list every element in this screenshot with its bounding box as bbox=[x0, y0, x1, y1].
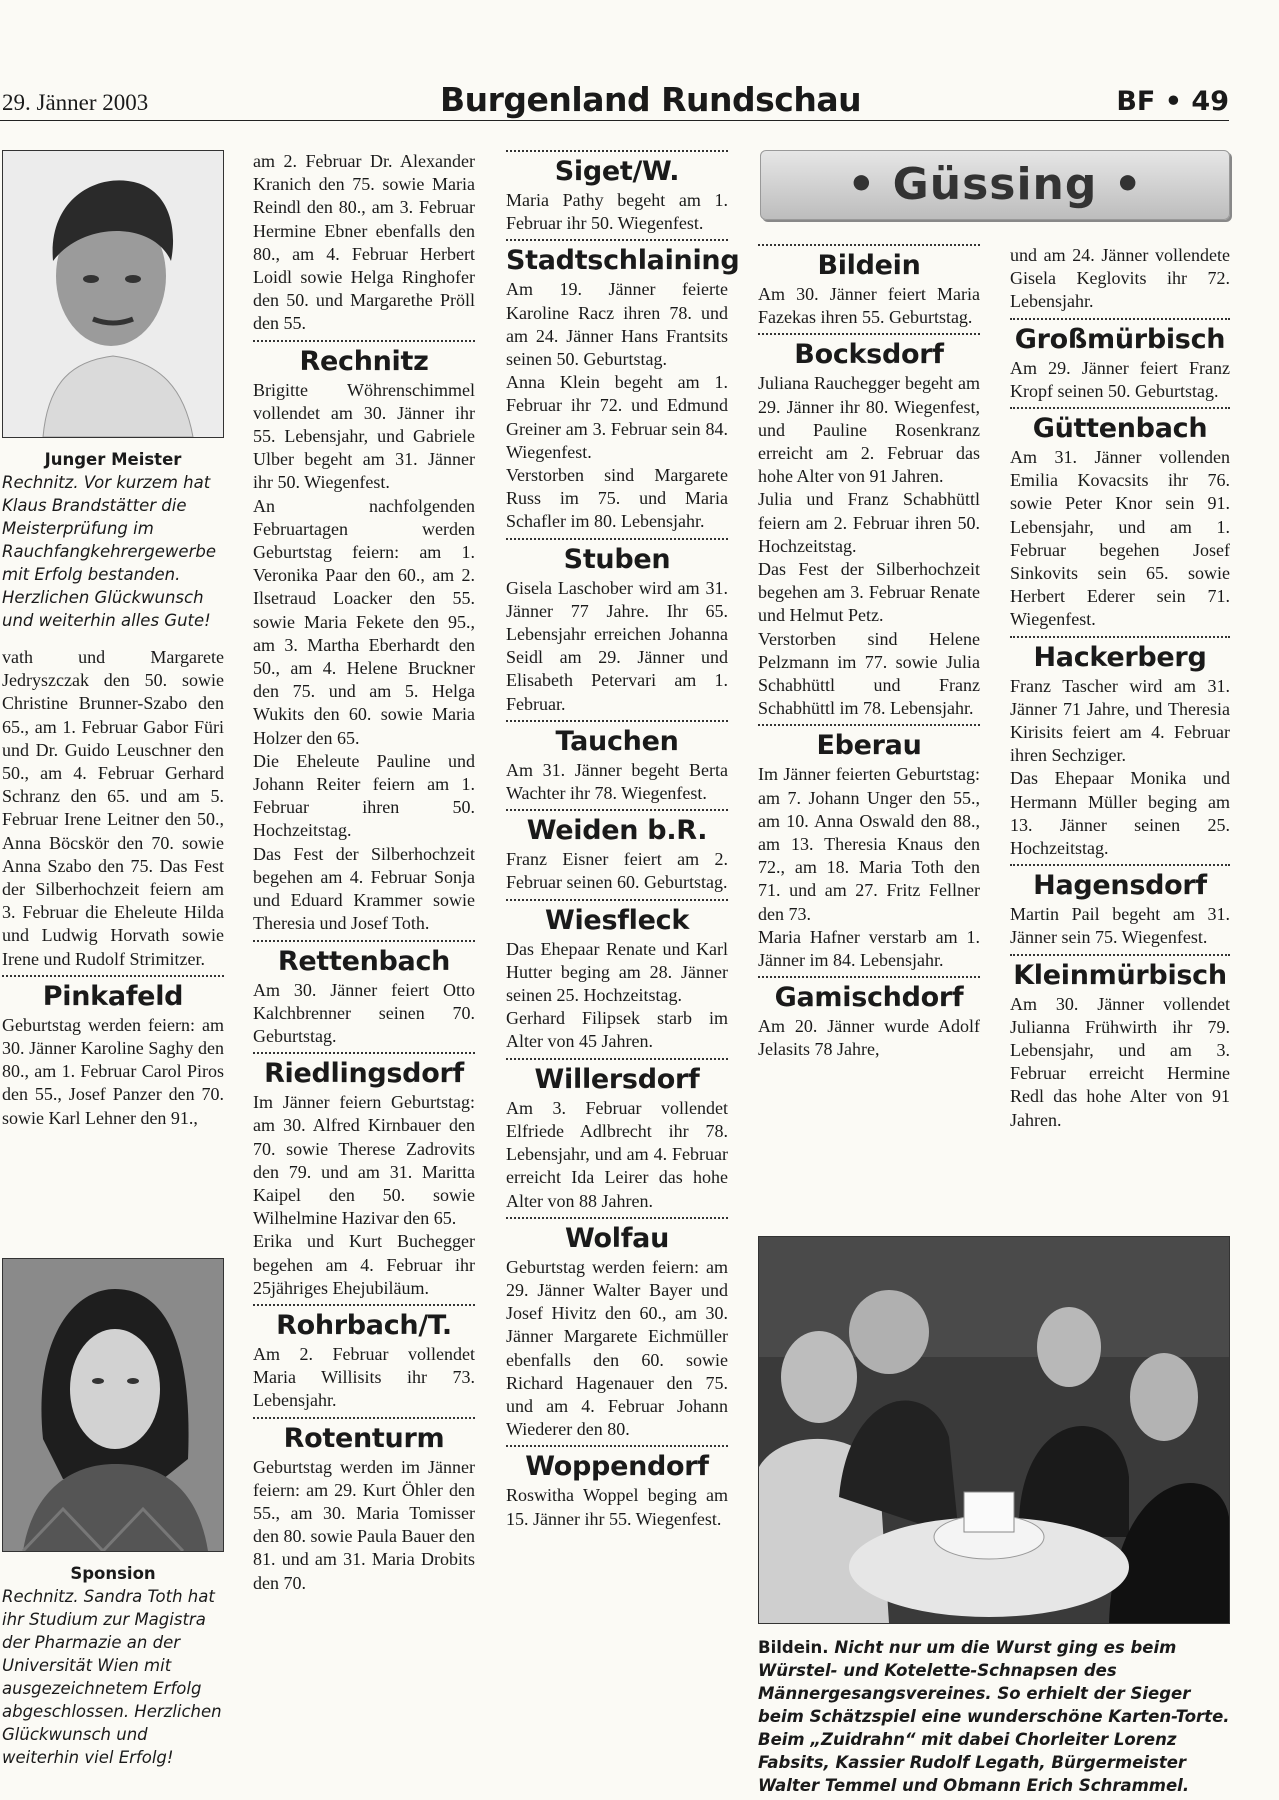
article-text: Am 31. Jänner begeht Berta Wachter ihr 78. Wiegenfest. bbox=[506, 759, 728, 804]
dotted-divider bbox=[1010, 864, 1230, 866]
photo-bildein-card-game bbox=[758, 1236, 1230, 1624]
article-text: am 2. Februar Dr. Alexander Kranich den 75. sowie Maria Reindl den 80., am 3. Februar Hermine Ebner ebenfalls den 80., am 4. Februar Herbert Loidl sowie Helga Ringhofer den 50. und Margarethe Pröll den 55. bbox=[253, 151, 475, 334]
heading-rettenbach: Rettenbach bbox=[277, 945, 451, 977]
article-text: Das Ehepaar Monika und Hermann Müller beging am 13. Jänner seinen 25. Hochzeitstag. bbox=[1010, 768, 1230, 859]
dotted-divider bbox=[506, 150, 728, 152]
article-text: Geburtstag werden feiern: am 29. Jänner Walter Bayer und Josef Hivitz den 60., am 30. Jänner Margarete Eichmüller ebenfalls den 60. sowie Richard Hagenauer den 75. und am 4. Februar Johann Wiederer den 80. bbox=[506, 1256, 728, 1440]
article-text: Verstorben sind Helene Pelzmann im 77. sowie Julia Schabhüttl und Franz Schabhüttl im 78. Lebensjahr. bbox=[758, 628, 980, 719]
article-text: Maria Hafner verstarb am 1. Jänner im 84. Lebensjahr. bbox=[758, 926, 980, 971]
article-text: vath und Margarete Jedryszczak den 50. sowie Christine Brunner-Szabo den 65., am 1. Februar Gabor Füri und Dr. Guido Leuschner den 50., am 4. Februar Gerhard Schranz den 65. und am 5. Februar Irene Leitner den 50., Anna Böcskör den 70. sowie Anna Szabo den 75. Das Fest der Silberhochzeit feiern am 3. Februar die Eheleute Hilda und Ludwig Horvath sowie Irene und Rudolf Strimitzer. bbox=[2, 647, 224, 969]
heading-rohrbach: Rohrbach/T. bbox=[276, 1309, 452, 1341]
dotted-divider bbox=[253, 1052, 475, 1054]
article-text: Am 20. Jänner wurde Adolf Jelasits 78 Jahre, bbox=[758, 1016, 980, 1060]
dotted-divider bbox=[506, 538, 728, 540]
heading-gamischdorf: Gamischdorf bbox=[774, 982, 964, 1014]
article-text: Am 29. Jänner feiert Franz Kropf seinen 50. Geburtstag. bbox=[1010, 357, 1230, 401]
page-header bbox=[0, 78, 1229, 121]
article-text: Brigitte Wöhrenschimmel vollendet am 30. Jänner ihr 55. Lebensjahr, und Gabriele Ulber begeht am 31. Jänner ihr 50. Wiegenfest. bbox=[253, 379, 475, 493]
column-5 bbox=[1010, 244, 1230, 1132]
article-text: Am 19. Jänner feierte Karoline Racz ihren 78. und am 24. Jänner Hans Frantsits seinen 50. Geburtstag. bbox=[506, 279, 728, 370]
dotted-divider bbox=[1010, 407, 1230, 409]
masthead: Burgenland Rundschau bbox=[440, 80, 862, 119]
photo-caption: Rechnitz. Sandra Toth hat ihr Studium zur Magistra der Pharmazie an der Universität Wien mit ausgezeichnetem Erfolg abgeschlossen. Herzlichen Glückwunsch und weiterhin viel Erfolg! bbox=[2, 1587, 222, 1767]
heading-eberau: Eberau bbox=[816, 730, 922, 762]
article-text: Das Fest der Silberhochzeit begehen am 4. Februar Sonja und Eduard Krammer sowie Theresia und Josef Toth. bbox=[253, 843, 475, 934]
dotted-divider bbox=[506, 1445, 728, 1447]
dotted-divider bbox=[506, 1217, 728, 1219]
dotted-divider bbox=[506, 239, 728, 241]
caption-lead: Bildein. bbox=[758, 1638, 829, 1657]
photo-caption-title: Junger Meister bbox=[44, 450, 182, 469]
dotted-divider bbox=[1010, 636, 1230, 638]
heading-willersdorf: Willersdorf bbox=[534, 1063, 700, 1095]
page-number: BF • 49 bbox=[1116, 86, 1229, 117]
dotted-divider bbox=[253, 1304, 475, 1306]
heading-wolfau: Wolfau bbox=[564, 1222, 669, 1254]
article-text: An nachfolgenden Februartagen werden Geburtstag feiern: am 1. Veronika Paar den 60., am 2. Ilsetraud Loacker den 55. sowie Maria Fekete den 95., am 3. Martha Eberhardt den 50., am 4. Helene Bruckner den 75. und am 5. Helga Wukits den 60. sowie Maria Holzer den 65. bbox=[253, 495, 475, 748]
dotted-divider bbox=[758, 333, 980, 335]
column-2 bbox=[253, 150, 475, 1595]
heading-rotenturm: Rotenturm bbox=[283, 1422, 445, 1454]
photo-caption: Rechnitz. Vor kurzem hat Klaus Brandstätter die Meisterprüfung im Rauchfangkehrergewerbe mit Erfolg bestanden. Herzlichen Glückwunsch und weiterhin alles Gute! bbox=[2, 473, 216, 630]
dotted-divider bbox=[1010, 318, 1230, 320]
article-text: Erika und Kurt Buchegger begehen am 4. Februar ihr 25jähriges Ehejubiläum. bbox=[253, 1231, 475, 1298]
column-1 bbox=[2, 448, 224, 1130]
article-text: Roswitha Woppel beging am 15. Jänner ihr 55. Wiegenfest. bbox=[506, 1485, 728, 1529]
portrait-woman-icon bbox=[3, 1259, 223, 1551]
heading-rechnitz: Rechnitz bbox=[299, 345, 429, 377]
article-text: Verstorben sind Margarete Russ im 75. und Maria Schafler im 80. Lebensjahr. bbox=[506, 465, 728, 532]
article-text: Juliana Rauchegger begeht am 29. Jänner ihr 80. Wiegenfest, und Pauline Rosenkranz erreicht am 2. Februar das hohe Alter von 91 Jahren. bbox=[758, 373, 980, 487]
article-text: Geburtstag werden im Jänner feiern: am 29. Kurt Öhler den 55., am 30. Maria Tomisser den 80. sowie Paula Bauer den 81. und am 31. Maria Drobits den 70. bbox=[253, 1456, 475, 1593]
article-text: Im Jänner feiern Geburtstag: am 30. Alfred Kirnbauer den 70. sowie Therese Zadrovits den 79. und am 31. Maritta Kaipel den 50. sowie Wilhelmine Hazivar den 65. bbox=[253, 1092, 475, 1229]
group-photo-icon bbox=[759, 1237, 1229, 1623]
article-text: Die Eheleute Pauline und Johann Reiter feiern am 1. Februar ihren 50. Hochzeitstag. bbox=[253, 750, 475, 841]
dotted-divider bbox=[253, 1417, 475, 1419]
heading-weiden: Weiden b.R. bbox=[526, 815, 708, 847]
article-text: Julia und Franz Schabhüttl feiern am 2. Februar ihren 50. Hochzeitstag. bbox=[758, 489, 980, 556]
heading-guettenbach: Güttenbach bbox=[1032, 413, 1208, 445]
issue-date: 29. Jänner 2003 bbox=[2, 90, 149, 115]
heading-wiesfleck: Wiesfleck bbox=[545, 904, 689, 936]
heading-hagensdorf: Hagensdorf bbox=[1033, 870, 1207, 902]
article-text: Geburtstag werden feiern: am 30. Jänner Karoline Saghy den 80., am 1. Februar Carol Piros den 55., Josef Panzer den 70. sowie Karl Lehner den 91., bbox=[2, 1014, 224, 1128]
portrait-man-icon bbox=[3, 151, 223, 437]
article-text: Das Fest der Silberhochzeit begehen am 3. Februar Renate und Helmut Petz. bbox=[758, 559, 980, 626]
article-text: Gerhard Filipsek starb im Alter von 45 Jahren. bbox=[506, 1008, 728, 1052]
heading-stadtschlaining: Stadtschlaining bbox=[506, 245, 740, 277]
dotted-divider bbox=[506, 809, 728, 811]
article-text: Am 30. Jänner feiert Otto Kalchbrenner seinen 70. Geburtstag. bbox=[253, 979, 475, 1046]
heading-bocksdorf: Bocksdorf bbox=[794, 339, 944, 371]
article-text: Gisela Laschober wird am 31. Jänner 77 Jahre. Ihr 65. Lebensjahr erreichen Johanna Seidl am 29. Jänner und Elisabeth Petervari am 1. Februar. bbox=[506, 577, 728, 714]
heading-woppendorf: Woppendorf bbox=[525, 1451, 709, 1483]
dotted-divider bbox=[758, 724, 980, 726]
photo-klaus-brandstaetter bbox=[2, 150, 224, 438]
heading-grossmuerbisch: Großmürbisch bbox=[1014, 323, 1226, 355]
article-text: Am 2. Februar vollendet Maria Willisits ihr 73. Lebensjahr. bbox=[253, 1343, 475, 1411]
dotted-divider bbox=[506, 720, 728, 722]
article-text: und am 24. Jänner vollendete Gisela Keglovits ihr 72. Lebensjahr. bbox=[1010, 245, 1230, 312]
heading-bildein: Bildein bbox=[817, 250, 921, 281]
column-4 bbox=[758, 240, 980, 1062]
article-text: Am 30. Jänner vollendet Julianna Frühwirth ihr 79. Lebensjahr, und am 3. Februar erreicht Hermine Redl das hohe Alter von 91 Jahren. bbox=[1010, 993, 1230, 1130]
heading-siget: Siget/W. bbox=[554, 156, 680, 187]
article-text: Das Ehepaar Renate und Karl Hutter beging am 28. Jänner seinen 25. Hochzeitstag. bbox=[506, 938, 728, 1006]
heading-pinkafeld: Pinkafeld bbox=[42, 980, 184, 1012]
article-text: Maria Pathy begeht am 1. Februar ihr 50. Wiegenfest. bbox=[506, 190, 728, 234]
dotted-divider bbox=[253, 940, 475, 942]
heading-hackerberg: Hackerberg bbox=[1033, 641, 1207, 673]
article-text: Am 30. Jänner feiert Maria Fazekas ihren 55. Geburtstag. bbox=[758, 284, 980, 328]
heading-stuben: Stuben bbox=[563, 543, 671, 575]
dotted-divider bbox=[506, 899, 728, 901]
dotted-divider bbox=[758, 244, 980, 246]
heading-tauchen: Tauchen bbox=[555, 725, 679, 757]
banner-title: • Güssing • bbox=[847, 159, 1143, 210]
column-1-lower bbox=[2, 1562, 224, 1769]
photo-sandra-toth bbox=[2, 1258, 224, 1552]
heading-kleinmuerbisch: Kleinmürbisch bbox=[1013, 959, 1227, 991]
dotted-divider bbox=[506, 1058, 728, 1060]
dotted-divider bbox=[1010, 954, 1230, 956]
dotted-divider bbox=[2, 975, 224, 977]
dotted-divider bbox=[758, 976, 980, 978]
article-text: Franz Eisner feiert am 2. Februar seinen 60. Geburtstag. bbox=[506, 849, 728, 893]
article-text: Am 31. Jänner vollenden Emilia Kovacsits ihr 76. sowie Peter Knor sein 91. Lebensjahr, und am 1. Februar begehen Josef Sinkovits sein 65. sowie Herbert Ederer sein 71. Wiegenfest. bbox=[1010, 447, 1230, 630]
article-text: Franz Tascher wird am 31. Jänner 71 Jahre, und Theresia Kirisits feiert am 4. Februar ihren Sechziger. bbox=[1010, 675, 1230, 766]
photo-caption-bildein bbox=[758, 1636, 1230, 1797]
caption-text: Nicht nur um die Wurst ging es beim Würstel- und Kotelette-Schnapsen des Männergesangsvereines. So erhielt der Sieger beim Schätzspiel eine wunderschöne Karten-Torte. Beim „Zuidrahn“ mit dabei Chorleiter Lorenz Fabsits, Kassier Rudolf Legath, Bürgermeister Walter Temmel und Obmann Erich Schrammel. bbox=[758, 1638, 1230, 1795]
article-text: Im Jänner feierten Geburtstag: am 7. Johann Unger den 55., am 10. Anna Oswald den 88., am 13. Theresia Knaus den 72., am 18. Maria Toth den 71. und am 27. Fritz Fellner den 73. bbox=[758, 764, 980, 924]
heading-riedlingsdorf: Riedlingsdorf bbox=[264, 1058, 464, 1090]
section-banner-guessing bbox=[760, 150, 1230, 220]
article-text: Anna Klein begeht am 1. Februar ihr 72. und Edmund Greiner am 3. Februar sein 84. Wiegenfest. bbox=[506, 372, 728, 462]
photo-caption-title: Sponsion bbox=[70, 1564, 156, 1583]
dotted-divider bbox=[253, 340, 475, 342]
article-text: Martin Pail begeht am 31. Jänner sein 75. Wiegenfest. bbox=[1010, 904, 1230, 948]
article-text: Am 3. Februar vollendet Elfriede Adlbrecht ihr 78. Lebensjahr, und am 4. Februar erreicht Ida Leirer das hohe Alter von 88 Jahren. bbox=[506, 1097, 728, 1211]
column-3 bbox=[506, 146, 740, 1531]
